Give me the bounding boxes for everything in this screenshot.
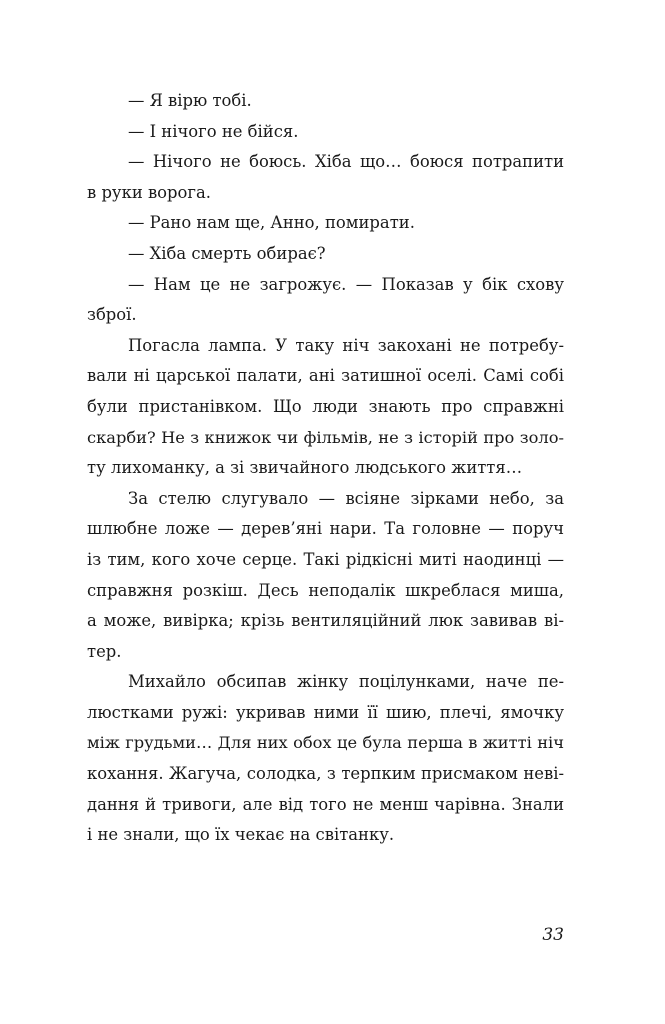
text-line: і не знали, що їх чекає на світанку. (87, 825, 395, 845)
text-line: — Нічого не боюсь. Хіба що… боюся потрапити (128, 152, 564, 172)
text-line: із тим, кого хоче серце. Такі рідкісні миті наодинці — (87, 549, 564, 569)
text-line: а може, вивірка; крізь вентиляційний люк завивав ві- (87, 611, 564, 631)
paragraph (87, 86, 564, 117)
text-line: Погасла лампа. У таку ніч закохані не потребу- (128, 335, 564, 355)
text-line: — Я вірю тобі. (128, 91, 252, 110)
text-line: шлюбне ложе — дерев’яні нари. Та головне — поруч (87, 519, 564, 539)
paragraph (87, 270, 564, 331)
paragraph (87, 117, 564, 148)
text-line: скарби? Не з книжок чи фільмів, не з історій про золо- (87, 427, 564, 447)
text-line: були пристанівком. Що люди знають про справжні (87, 396, 564, 416)
text-line: зброї. (87, 305, 137, 325)
text-line: дання й тривоги, але від того не менш чарівна. Знали (87, 794, 564, 814)
body-text (87, 86, 564, 851)
text-line: Михайло обсипав жінку поцілунками, наче пе- (128, 672, 564, 692)
paragraph (87, 331, 564, 484)
paragraph (87, 208, 564, 239)
text-line: — Рано нам ще, Анно, помирати. (128, 213, 415, 233)
text-line: — Нам це не загрожує. — Показав у бік схову (128, 274, 564, 294)
text-line: — І нічого не бійся. (128, 121, 299, 141)
paragraph (87, 147, 564, 208)
text-line: кохання. Жагуча, солодка, з терпким присмаком неві- (87, 764, 564, 784)
text-line: вали ні царської палати, ані затишної оселі. Самі собі (87, 366, 564, 386)
text-line: справжня розкіш. Десь неподалік шкреблася миша, (87, 580, 564, 600)
text-line: в руки ворога. (87, 182, 211, 202)
text-line: між грудьми… Для них обох це була перша в житті ніч (87, 733, 564, 753)
text-line: люстками ружі: укривав ними її шию, плечі, ямочку (87, 702, 564, 722)
text-line: — Хіба смерть обирає? (128, 243, 326, 263)
paragraph (87, 667, 564, 851)
text-line: За стелю слугувало — всіяне зірками небо, за (128, 488, 564, 508)
paragraph (87, 239, 564, 270)
paragraph (87, 484, 564, 668)
page-number: 33 (542, 925, 564, 945)
text-line: ту лихоманку, а зі звичайного людського життя… (87, 458, 523, 478)
text-line: тер. (87, 641, 122, 661)
